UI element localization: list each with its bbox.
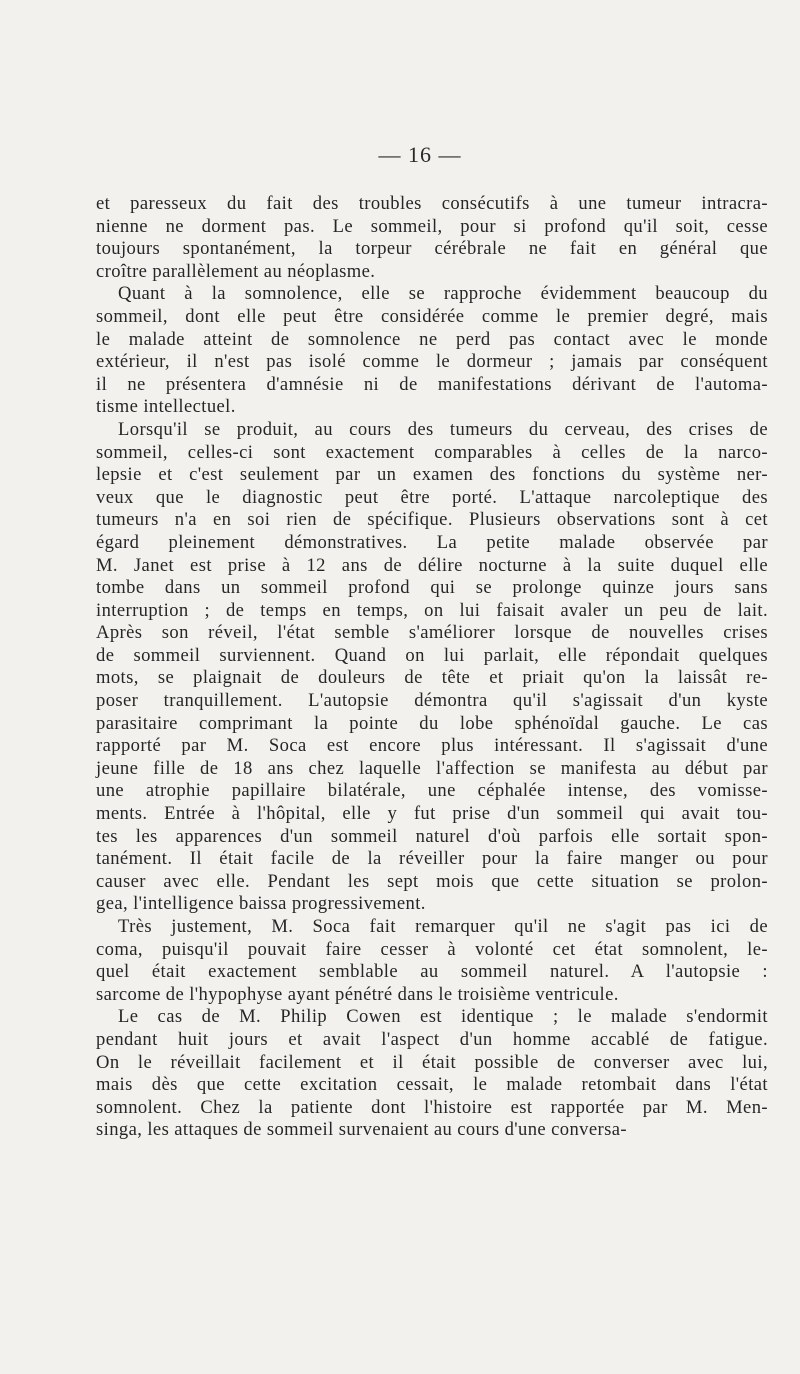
text-line: veux que le diagnostic peut être porté. L'attaque narcoleptique des — [96, 486, 768, 508]
text-line: Après son réveil, l'état semble s'améliorer lorsque de nouvelles crises — [96, 622, 768, 644]
paragraph — [96, 283, 768, 419]
text-line: interruption ; de temps en temps, on lui faisait avaler un peu de lait. — [96, 599, 768, 621]
page-number: — 16 — — [378, 142, 462, 167]
paragraph — [96, 916, 768, 1006]
text-line: Lorsqu'il se produit, au cours des tumeurs du cerveau, des crises de — [118, 418, 768, 440]
text-line: sommeil, dont elle peut être considérée comme le premier degré, mais — [96, 305, 768, 327]
text-line: mots, se plaignait de douleurs de tête et priait qu'on la laissât re- — [96, 667, 768, 689]
text-line: causer avec elle. Pendant les sept mois que cette situation se prolon- — [96, 870, 768, 892]
text-line: On le réveillait facilement et il était possible de converser avec lui, — [96, 1051, 768, 1073]
text-line: le malade atteint de somnolence ne perd pas contact avec le monde — [96, 328, 768, 350]
text-line: parasitaire comprimant la pointe du lobe sphénoïdal gauche. Le cas — [96, 712, 768, 734]
paragraph — [96, 419, 768, 916]
text-line: Très justement, M. Soca fait remarquer qu'il ne s'agit pas ici de — [118, 916, 768, 937]
body-text — [96, 193, 768, 1142]
text-line: somnolent. Chez la patiente dont l'histoire est rapportée par M. Men- — [96, 1096, 768, 1118]
text-line: tombe dans un sommeil profond qui se prolonge quinze jours sans — [96, 577, 768, 599]
text-line: sarcome de l'hypophyse ayant pénétré dans le troisième ventricule. — [96, 983, 619, 1005]
text-line: Le cas de M. Philip Cowen est identique ; le malade s'endormit — [118, 1006, 768, 1028]
text-line: croître parallèlement au néoplasme. — [96, 260, 376, 282]
paragraph — [96, 193, 768, 283]
text-line: mais dès que cette excitation cessait, le malade retombait dans l'état — [96, 1074, 768, 1096]
text-line: jeune fille de 18 ans chez laquelle l'affection se manifesta au début par — [96, 757, 768, 779]
text-line: pendant huit jours et avait l'aspect d'un homme accablé de fatigue. — [96, 1028, 768, 1050]
text-line: une atrophie papillaire bilatérale, une céphalée intense, des vomisse- — [96, 780, 768, 802]
text-line: de sommeil surviennent. Quand on lui parlait, elle répondait quelques — [96, 644, 768, 666]
text-line: M. Janet est prise à 12 ans de délire nocturne à la suite duquel elle — [96, 554, 768, 576]
text-line: quel était exactement semblable au sommeil naturel. A l'autopsie : — [96, 961, 768, 983]
text-line: il ne présentera d'amnésie ni de manifestations dérivant de l'automa- — [96, 373, 768, 395]
text-line: tumeurs n'a en soi rien de spécifique. Plusieurs observations sont à cet — [96, 509, 768, 531]
text-line: et paresseux du fait des troubles consécutifs à une tumeur intracra- — [96, 193, 768, 214]
text-line: lepsie et c'est seulement par un examen des fonctions du système ner- — [96, 464, 768, 486]
text-line: tes les apparences d'un sommeil naturel d'où parfois elle sortait spon- — [96, 825, 768, 847]
text-line: gea, l'intelligence baissa progressivement. — [96, 893, 426, 915]
text-line: tanément. Il était facile de la réveiller pour la faire manger ou pour — [96, 848, 768, 870]
paragraph — [96, 1006, 768, 1142]
text-line: sommeil, celles-ci sont exactement comparables à celles de la narco- — [96, 441, 768, 463]
text-line: rapporté par M. Soca est encore plus intéressant. Il s'agissait d'une — [96, 735, 768, 757]
text-line: coma, puisqu'il pouvait faire cesser à volonté cet état somnolent, le- — [96, 938, 768, 960]
text-line: ments. Entrée à l'hôpital, elle y fut prise d'un sommeil qui avait tou- — [96, 803, 768, 825]
text-line: Quant à la somnolence, elle se rapproche évidemment beaucoup du — [118, 283, 768, 305]
text-line: poser tranquillement. L'autopsie démontra qu'il s'agissait d'un kyste — [96, 690, 768, 712]
text-line: égard pleinement démonstratives. La petite malade observée par — [96, 531, 768, 553]
text-line: nienne ne dorment pas. Le sommeil, pour si profond qu'il soit, cesse — [96, 215, 768, 237]
text-line: toujours spontanément, la torpeur cérébrale ne fait en général que — [96, 238, 768, 260]
text-line: extérieur, il n'est pas isolé comme le dormeur ; jamais par conséquent — [96, 351, 768, 373]
text-line: tisme intellectuel. — [96, 396, 236, 418]
text-line: singa, les attaques de sommeil survenaient au cours d'une conversa- — [96, 1119, 627, 1141]
